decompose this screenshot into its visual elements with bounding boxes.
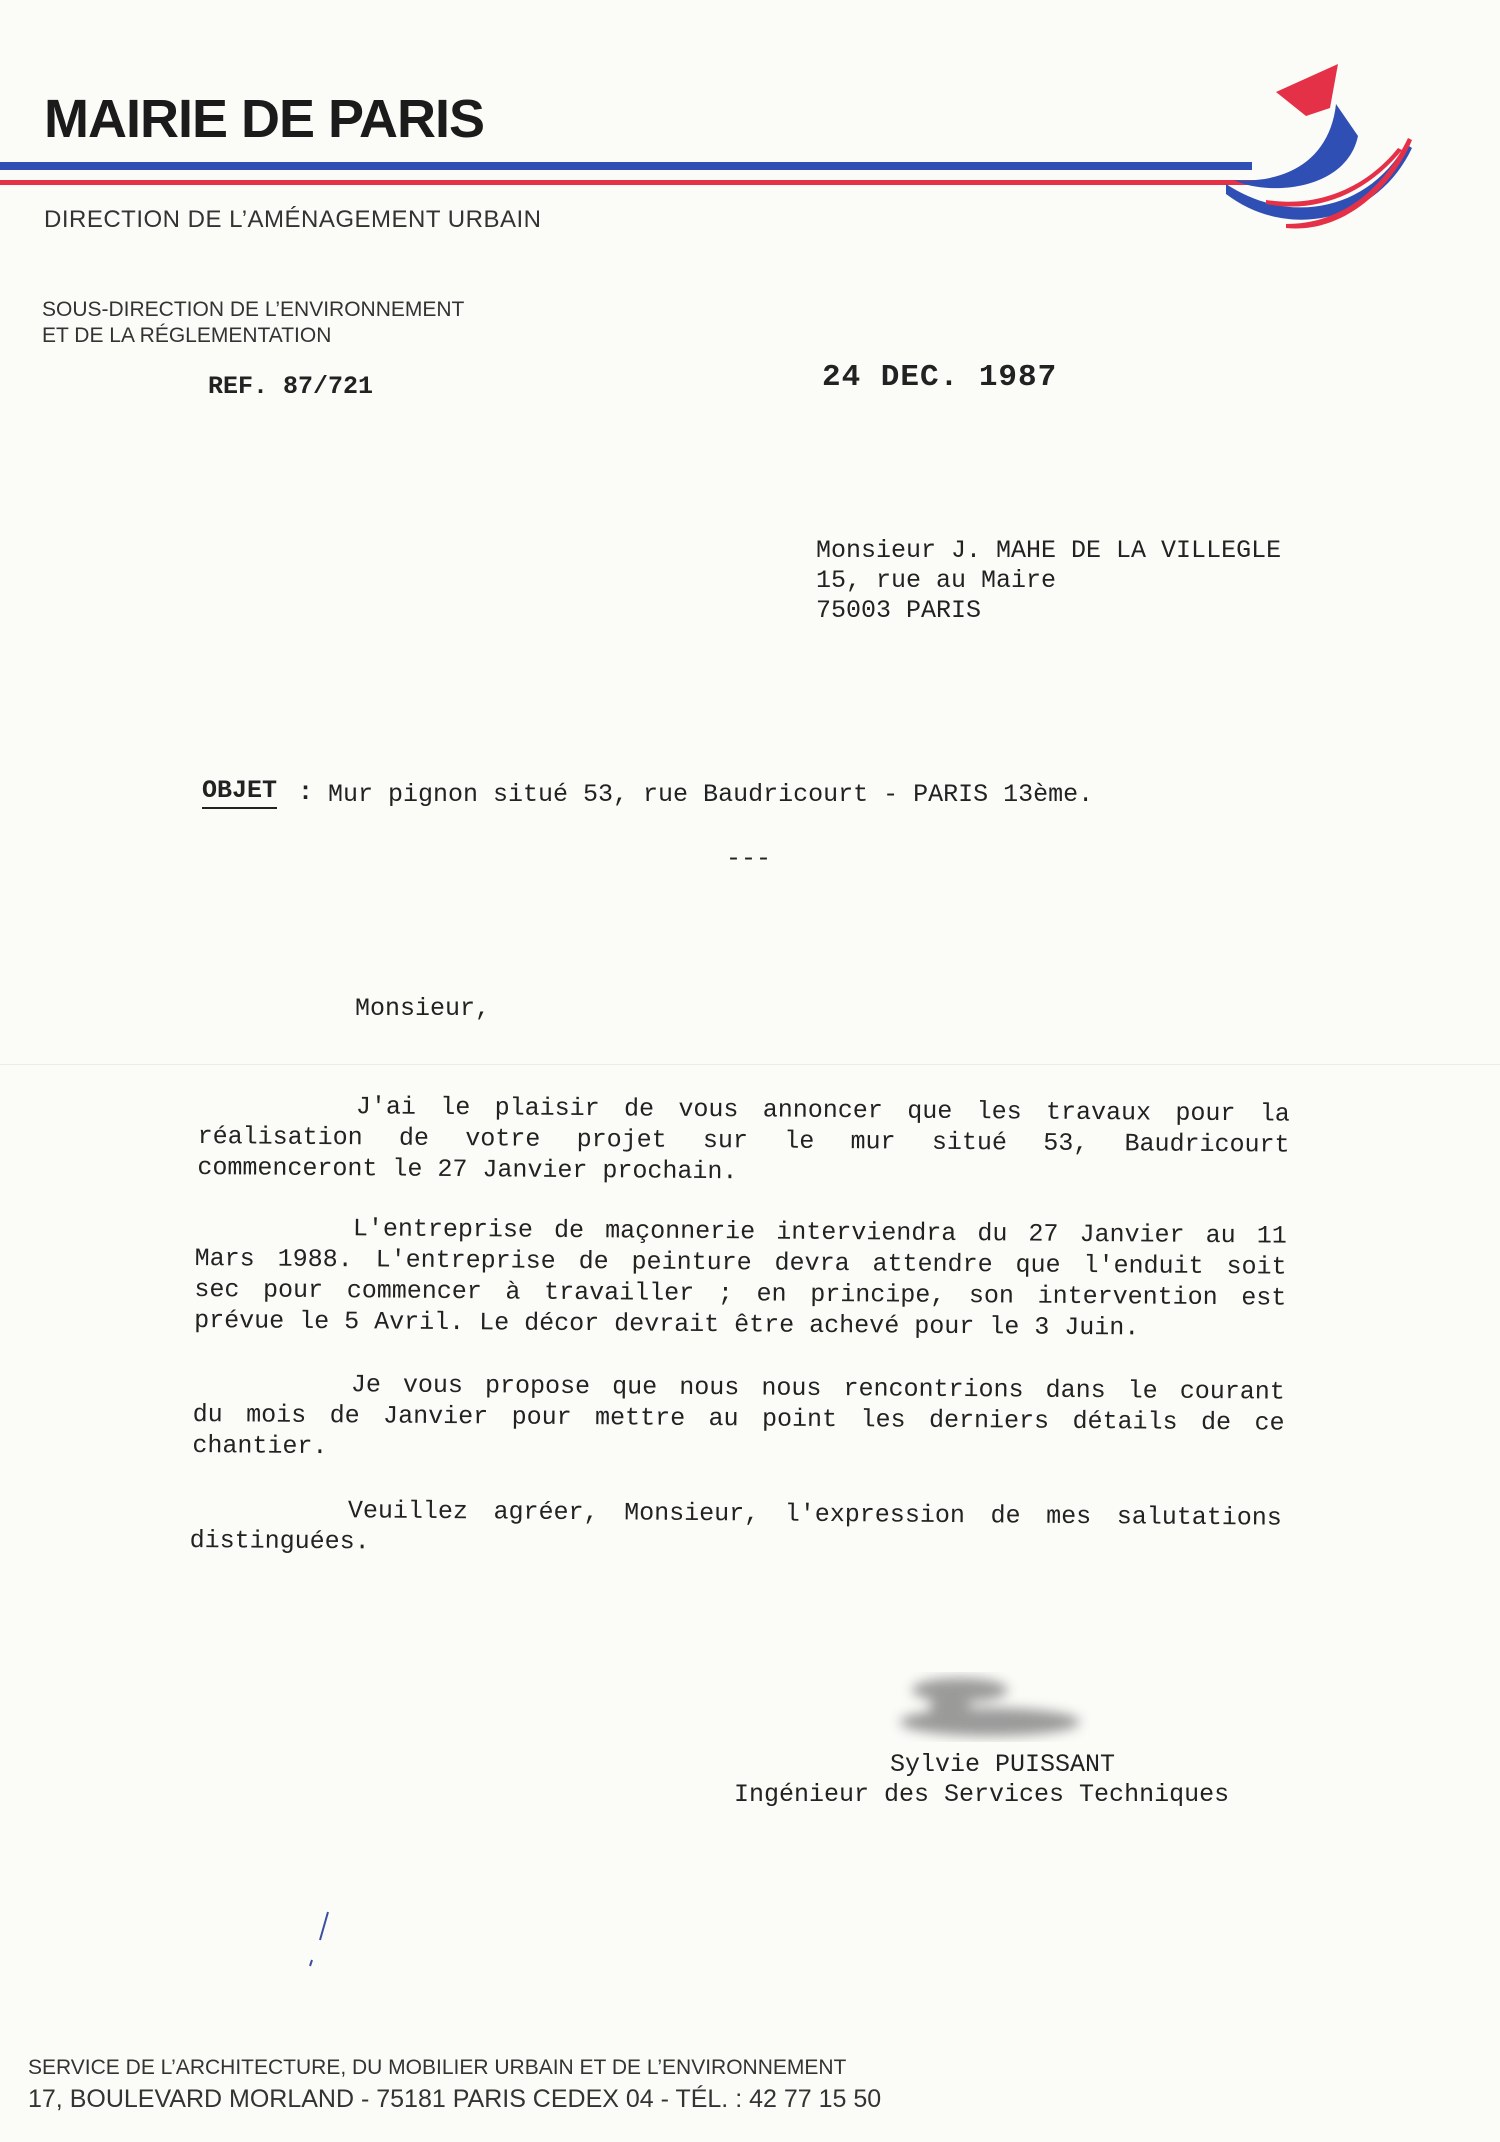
paragraph-3 <box>192 1368 1285 1470</box>
subject-text: Mur pignon situé 53, rue Baudricourt - PARIS 13ème. <box>328 780 1094 809</box>
paragraph-line: chantier. <box>192 1430 328 1462</box>
paragraph-4 <box>190 1494 1282 1565</box>
footer-service: SERVICE DE L’ARCHITECTURE, DU MOBILIER URBAIN ET DE L’ENVIRONNEMENT <box>28 2056 847 2079</box>
paragraph-line: prévue le 5 Avril. Le décor devrait être achevé pour le 3 Juin. <box>194 1305 1140 1343</box>
signer-name: Sylvie PUISSANT <box>890 1750 1116 1779</box>
footer-address: 17, BOULEVARD MORLAND - 75181 PARIS CEDEX 04 - TÉL. : 42 77 15 50 <box>28 2085 882 2113</box>
paragraph-line: commenceront le 27 Janvier prochain. <box>197 1152 738 1187</box>
pen-mark <box>306 1908 336 1968</box>
recipient-city: 75003 PARIS <box>816 596 982 625</box>
direction-name: DIRECTION DE L’AMÉNAGEMENT URBAIN <box>44 206 542 233</box>
recipient-name: Monsieur J. MAHE DE LA VILLEGLE <box>816 536 1282 565</box>
mairie-de-paris-ship-logo <box>1226 64 1412 240</box>
paragraph-1 <box>197 1090 1290 1192</box>
signature-image <box>890 1660 1090 1756</box>
paragraph-line: du mois de Janvier pour mettre au point les derniers détails de ce <box>192 1399 1285 1438</box>
paper-fold-line <box>0 1064 1500 1065</box>
paragraph-2 <box>194 1212 1287 1345</box>
paragraph-line: Mars 1988. L'entreprise de peinture devra attendre que l'enduit soit <box>194 1243 1287 1282</box>
letterhead-blue-stripe <box>0 162 1252 170</box>
paragraph-line: réalisation de votre projet sur le mur situé 53, Baudricourt <box>197 1121 1290 1160</box>
letterhead-red-stripe <box>0 180 1262 185</box>
paragraph-line: Je vous propose que nous nous rencontrions dans le courant <box>350 1370 1285 1407</box>
institution-title: MAIRIE DE PARIS <box>44 89 485 149</box>
subdirection-line-1: SOUS-DIRECTION DE L’ENVIRONNEMENT <box>42 298 465 321</box>
subject-separator: --- <box>726 844 772 873</box>
date-stamp: 24 DEC. 1987 <box>822 360 1058 395</box>
paragraph-line: Veuillez agréer, Monsieur, l'expression de mes salutations <box>347 1496 1282 1533</box>
paragraph-line: J'ai le plaisir de vous annoncer que les travaux pour la <box>355 1092 1290 1129</box>
signer-title: Ingénieur des Services Techniques <box>734 1780 1230 1809</box>
reference-number: REF. 87/721 <box>208 372 374 401</box>
subject-label: OBJET <box>202 776 277 809</box>
subject-colon: : <box>298 778 314 807</box>
paragraph-line: L'entreprise de maçonnerie interviendra du 27 Janvier au 11 <box>352 1214 1287 1251</box>
paragraph-line: distinguées. <box>189 1525 370 1557</box>
paragraph-line: sec pour commencer à travailler ; en principe, son intervention est <box>194 1274 1287 1313</box>
subdirection-line-2: ET DE LA RÉGLEMENTATION <box>42 324 332 347</box>
salutation: Monsieur, <box>355 994 491 1023</box>
recipient-street: 15, rue au Maire <box>816 566 1057 595</box>
